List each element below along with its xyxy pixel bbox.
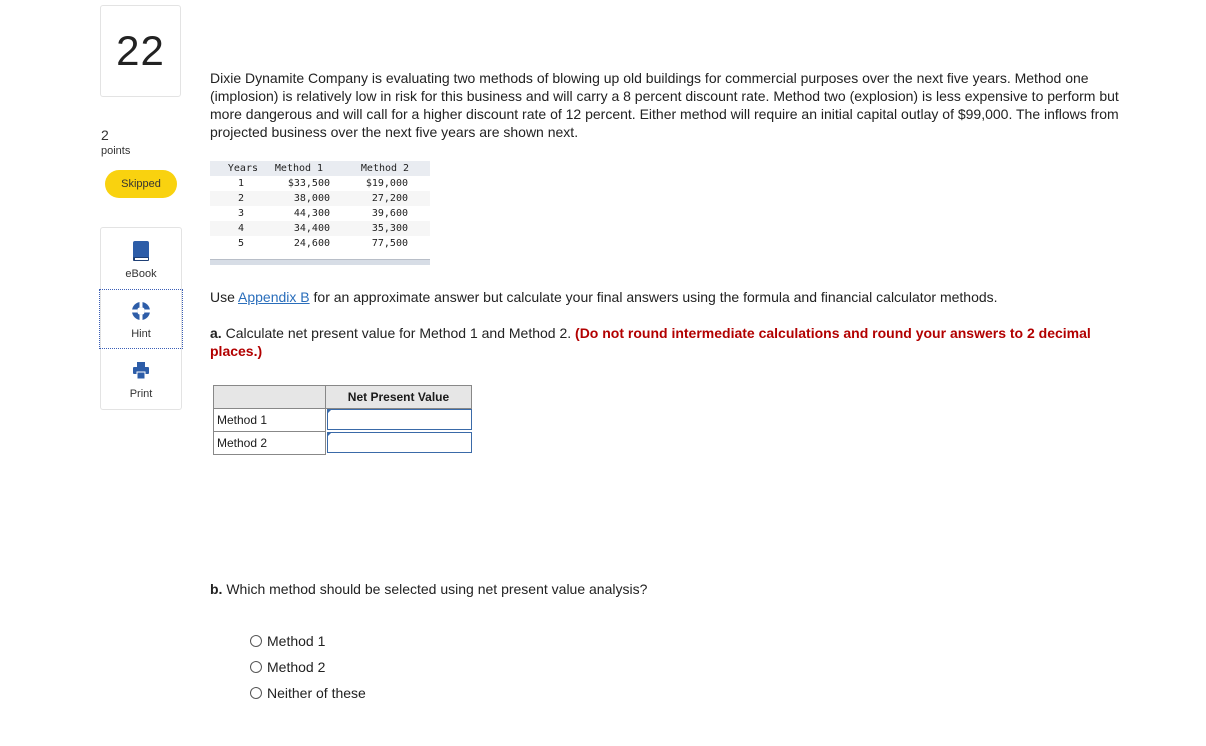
- input-flag-icon: [327, 432, 332, 437]
- option-label: Method 2: [267, 659, 326, 675]
- option-neither[interactable]: [250, 685, 366, 701]
- table-cell: 1: [237, 178, 244, 189]
- table-cell: 24,600: [293, 238, 330, 249]
- table-header: Method 1: [258, 161, 340, 176]
- part-b-prompt: [210, 581, 647, 597]
- radio-button[interactable]: [250, 635, 262, 647]
- hint-label: Hint: [131, 328, 151, 340]
- option-method-1[interactable]: [250, 633, 325, 649]
- book-icon: [132, 240, 150, 262]
- print-label: Print: [129, 388, 153, 400]
- table-cell: 3: [237, 208, 244, 219]
- table-cell: $33,500: [287, 178, 330, 189]
- question-prompt: Dixie Dynamite Company is evaluating two methods of blowing up old buildings for commercial purposes over the next five years. Method one (implosion) is relatively low in risk for this business and will carry a 8 percent discount rate. Method two (explosion) is less expensive to perform but more dangerous and will call for a higher discount rate of 12 percent. Either method will require an initial capital outlay of $99,000. The inflows from projected business over the next five years are shown next.: [210, 70, 1119, 140]
- print-button[interactable]: [101, 350, 181, 410]
- appendix-link[interactable]: Appendix B: [238, 289, 310, 305]
- instructions-before: Use: [210, 289, 239, 305]
- table-cell: $19,000: [365, 178, 408, 189]
- printer-icon: [132, 360, 150, 382]
- option-label: Neither of these: [267, 685, 366, 701]
- part-a-text: Calculate net present value for Method 1 and Method 2.: [221, 325, 576, 341]
- table-row: [210, 191, 430, 206]
- table-header: Years: [210, 161, 258, 176]
- table-header: Method 2: [340, 161, 430, 176]
- radio-button[interactable]: [250, 687, 262, 699]
- points-label: points: [101, 145, 131, 157]
- table-row: [210, 176, 430, 191]
- hint-button[interactable]: [99, 289, 183, 349]
- table-row: [210, 206, 430, 221]
- part-a-note: (Do not round intermediate calculations and round your answers to 2 decimal places.): [210, 325, 1091, 359]
- status-badge: Skipped: [105, 170, 177, 198]
- table-cell: 35,300: [340, 221, 430, 236]
- question-number: 22: [116, 27, 165, 74]
- table-row: [210, 236, 430, 251]
- part-b-text: Which method should be selected using net present value analysis?: [222, 581, 648, 597]
- table-cell: 4: [210, 221, 258, 236]
- npv-row-label-method-2: Method 2: [213, 432, 326, 455]
- table-cell: 34,400: [258, 221, 340, 236]
- npv-column-header: Net Present Value: [326, 385, 472, 409]
- ebook-button[interactable]: [101, 230, 181, 290]
- table-cell: 5: [237, 238, 244, 249]
- input-flag-icon: [327, 409, 332, 414]
- option-method-2[interactable]: [250, 659, 325, 675]
- part-a-prompt: [210, 324, 1140, 360]
- ebook-label: eBook: [125, 268, 157, 280]
- table-cell: 38,000: [258, 191, 340, 206]
- table-cell: 27,200: [340, 191, 430, 206]
- table-scrollbar[interactable]: [210, 259, 430, 265]
- points-value: 2: [101, 127, 109, 143]
- instructions-after: for an approximate answer but calculate your final answers using the formula and financial calculator methods.: [309, 289, 998, 305]
- npv-method-2-input[interactable]: [327, 432, 472, 453]
- tools-panel: [100, 227, 182, 410]
- cashflow-table: [210, 161, 430, 251]
- option-label: Method 1: [267, 633, 326, 649]
- part-a-letter: a.: [210, 325, 222, 341]
- instructions: [210, 289, 998, 305]
- table-cell: 39,600: [371, 208, 408, 219]
- table-cell: 77,500: [371, 238, 408, 249]
- question-number-box: [100, 5, 181, 97]
- lifebuoy-icon: [131, 300, 151, 322]
- table-header-row: [210, 161, 430, 176]
- part-b-letter: b.: [210, 581, 223, 597]
- npv-method-1-input[interactable]: [327, 409, 472, 430]
- table-cell: 44,300: [293, 208, 330, 219]
- table-cell: 2: [210, 191, 258, 206]
- grid-corner-cell: [213, 385, 326, 409]
- radio-button[interactable]: [250, 661, 262, 673]
- table-row: [210, 221, 430, 236]
- npv-row-label-method-1: Method 1: [213, 409, 326, 432]
- npv-answer-grid: [213, 385, 473, 456]
